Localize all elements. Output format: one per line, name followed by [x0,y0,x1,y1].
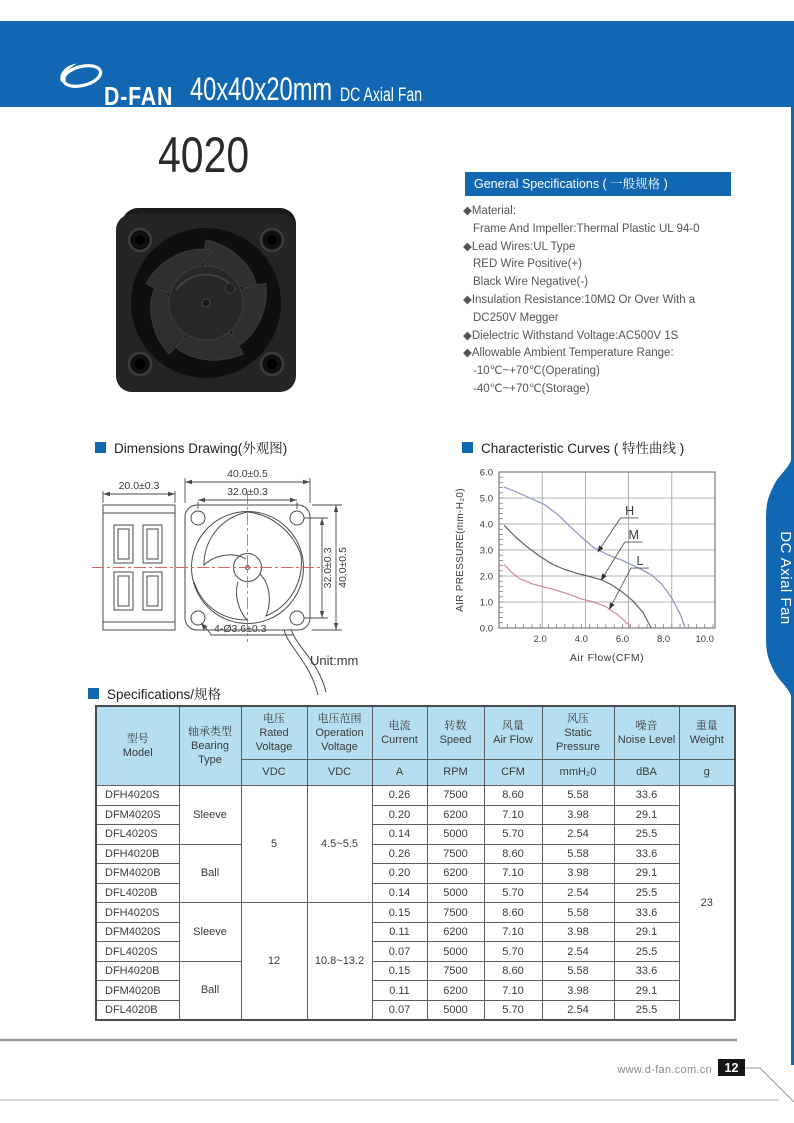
operation-voltage-cell: 10.8~13.2 [307,903,372,1020]
x-tick-label: 6.0 [615,634,630,645]
current-cell: 0.14 [372,883,427,903]
general-spec-line: -40℃~+70℃(Storage) [473,382,590,395]
col-header-current: 电流 Current [372,706,427,760]
unit-label: Unit:mm [310,653,359,668]
col-header-weight: 重量 Weight [679,706,735,760]
curve-L [504,564,632,628]
airflow-cell: 8.60 [484,961,542,981]
leader-arrowhead [601,573,607,580]
current-cell: 0.07 [372,942,427,962]
noise-cell: 25.5 [614,883,679,903]
bearing-type-cell: Sleeve [179,903,241,962]
footer-url: www.d-fan.com.cn [617,1064,712,1076]
pressure-cell: 3.98 [542,805,614,825]
blue-square-bullet-icon [462,442,473,453]
fan-product-photo [106,196,306,396]
model-cell: DFL4020B [96,883,179,903]
unit-speed: RPM [427,760,484,786]
header-bar [0,21,794,111]
table-row [96,786,735,806]
page-number: 12 [724,1061,739,1075]
model-cell: DFH4020S [96,786,179,806]
unit-pressure: mmH₂0 [542,760,614,786]
current-cell: 0.20 [372,864,427,884]
product-type-title: DC Axial Fan [340,85,423,106]
bearing-type-cell: Sleeve [179,786,241,845]
speed-cell: 5000 [427,942,484,962]
y-tick-label: 3.0 [479,545,493,557]
speed-cell: 7500 [427,961,484,981]
weight-cell: 23 [679,786,735,1021]
pressure-cell: 2.54 [542,1001,614,1021]
unit-operation-voltage: VDC [307,760,372,786]
dimensions-drawing [88,462,433,707]
noise-cell: 29.1 [614,805,679,825]
speed-cell: 7500 [427,786,484,806]
speed-cell: 5000 [427,825,484,845]
y-tick-label: 4.0 [479,519,493,531]
unit-airflow: CFM [484,760,542,786]
model-cell: DFH4020B [96,844,179,864]
col-header-speed: 转数 Speed [427,706,484,760]
pressure-cell: 2.54 [542,942,614,962]
y-tick-label: 6.0 [479,467,493,479]
pressure-cell: 2.54 [542,825,614,845]
unit-current: A [372,760,427,786]
airflow-cell: 7.10 [484,981,542,1001]
table-row [96,961,735,981]
side-tab [754,445,794,711]
curves-section-title: Characteristic Curves ( 特性曲线 ) [462,437,684,457]
table-row [96,844,735,864]
rated-voltage-cell: 5 [241,786,307,903]
current-cell: 0.07 [372,1001,427,1021]
pressure-cell: 3.98 [542,922,614,942]
general-specs-list [463,203,753,399]
airflow-cell: 5.70 [484,883,542,903]
model-cell: DFH4020B [96,961,179,981]
pressure-cell: 3.98 [542,981,614,1001]
model-cell: DFM4020B [96,864,179,884]
curve-label-L: L [636,554,644,569]
pressure-cell: 2.54 [542,883,614,903]
col-header-airflow: 风量 Air Flow [484,706,542,760]
dim-outer-width-label: 40.0±0.5 [227,468,268,480]
model-cell: DFM4020S [96,805,179,825]
dim-outer-height-label: 40.0±0.5 [337,547,349,588]
operation-voltage-cell: 4.5~5.5 [307,786,372,903]
airflow-cell: 7.10 [484,922,542,942]
x-tick-label: 10.0 [695,634,714,645]
curve-H [504,487,685,628]
current-cell: 0.11 [372,922,427,942]
noise-cell: 29.1 [614,981,679,1001]
pressure-cell: 5.58 [542,903,614,923]
unit-weight: g [679,760,735,786]
airflow-cell: 5.70 [484,1001,542,1021]
current-cell: 0.15 [372,903,427,923]
speed-cell: 5000 [427,883,484,903]
y-axis-label: AIR PRESSURE(mm-H₂0) [455,488,466,612]
airflow-cell: 7.10 [484,864,542,884]
general-specs-header: General Specifications ( 一般规格 ) [465,172,731,196]
general-spec-line: Black Wire Negative(-) [473,276,589,289]
y-tick-label: 2.0 [479,571,493,583]
general-spec-line: Frame And Impeller:Thermal Plastic UL 94-0 [473,222,700,235]
noise-cell: 25.5 [614,942,679,962]
pressure-cell: 5.58 [542,786,614,806]
noise-cell: 33.6 [614,786,679,806]
speed-cell: 6200 [427,805,484,825]
current-cell: 0.11 [372,981,427,1001]
current-cell: 0.26 [372,786,427,806]
general-spec-line: ◆Material: [463,205,516,217]
current-cell: 0.20 [372,805,427,825]
speed-cell: 6200 [427,922,484,942]
leader-arrowhead [609,602,615,609]
general-spec-line: -10℃~+70℃(Operating) [473,365,600,378]
dim-hole-pitch-height-label: 32.0±0.3 [322,547,334,589]
y-tick-label: 0.0 [479,623,493,635]
x-tick-label: 8.0 [656,634,671,645]
noise-cell: 25.5 [614,1001,679,1021]
characteristic-curves-chart [452,460,732,688]
x-tick-label: 4.0 [574,634,588,645]
col-header-rated-voltage: 电压 Rated Voltage [241,706,307,760]
dfan-logo-icon [58,62,106,90]
general-spec-line: DC250V Megger [473,311,559,324]
speed-cell: 5000 [427,1001,484,1021]
unit-noise: dBA [614,760,679,786]
current-cell: 0.14 [372,825,427,845]
model-number-title: 4020 [158,127,250,183]
noise-cell: 29.1 [614,922,679,942]
speed-cell: 6200 [427,864,484,884]
dim-holes-label: 4-Ø3.6±0.3 [214,623,267,635]
side-tab-label: DC Axial Fan [777,531,794,625]
dim-hole-pitch-width-label: 32.0±0.3 [227,486,268,498]
table-row [96,903,735,923]
model-cell: DFL4020S [96,825,179,845]
specs-section-title: Specifications/规格 [88,683,221,703]
dim-depth-label: 20.0±0.3 [118,480,160,492]
airflow-cell: 5.70 [484,942,542,962]
specifications-table [95,705,736,1021]
model-cell: DFL4020B [96,1001,179,1021]
col-header-pressure: 风压 Static Pressure [542,706,614,760]
model-cell: DFM4020S [96,922,179,942]
curve-label-M: M [628,528,639,543]
current-cell: 0.15 [372,961,427,981]
noise-cell: 33.6 [614,961,679,981]
unit-rated-voltage: VDC [241,760,307,786]
col-header-operation-voltage: 电压范围 Operation Voltage [307,706,372,760]
col-header-noise: 噪音 Noise Level [614,706,679,760]
airflow-cell: 8.60 [484,786,542,806]
noise-cell: 25.5 [614,825,679,845]
noise-cell: 29.1 [614,864,679,884]
y-tick-label: 1.0 [479,597,493,609]
page-footer [0,1032,794,1123]
rated-voltage-cell: 12 [241,903,307,1020]
col-header-model: 型号 Model [96,706,179,786]
blue-square-bullet-icon [95,442,106,453]
bearing-type-cell: Ball [179,844,241,903]
model-cell: DFM4020B [96,981,179,1001]
pressure-cell: 3.98 [542,864,614,884]
model-cell: DFL4020S [96,942,179,962]
airflow-cell: 5.70 [484,825,542,845]
bearing-type-cell: Ball [179,961,241,1020]
pressure-cell: 5.58 [542,844,614,864]
noise-cell: 33.6 [614,844,679,864]
model-cell: DFH4020S [96,903,179,923]
general-spec-line: RED Wire Positive(+) [473,258,582,271]
general-spec-line: ◆Dielectric Withstand Voltage:AC500V 1S [463,329,679,342]
brand-name: D-FAN [104,81,174,111]
x-axis-label: Air Flow(CFM) [569,652,645,664]
general-spec-line: ◆Insulation Resistance:10MΩ Or Over With a [463,293,696,306]
speed-cell: 6200 [427,981,484,1001]
noise-cell: 33.6 [614,903,679,923]
current-cell: 0.26 [372,844,427,864]
y-tick-label: 5.0 [479,493,493,505]
airflow-cell: 7.10 [484,805,542,825]
chart-minor-ticks [499,477,713,628]
airflow-cell: 8.60 [484,903,542,923]
airflow-cell: 8.60 [484,844,542,864]
curve-label-H: H [625,503,635,518]
speed-cell: 7500 [427,903,484,923]
x-tick-label: 2.0 [533,634,547,645]
general-spec-line: ◆Lead Wires:UL Type [463,240,576,253]
dimensions-section-title: Dimensions Drawing(外观图) [95,437,287,457]
col-header-bearing: 轴承类型 Bearing Type [179,706,241,786]
product-size-title: 40x40x20mm [190,71,333,107]
pressure-cell: 5.58 [542,961,614,981]
speed-cell: 7500 [427,844,484,864]
general-spec-line: ◆Allowable Ambient Temperature Range: [463,347,674,360]
